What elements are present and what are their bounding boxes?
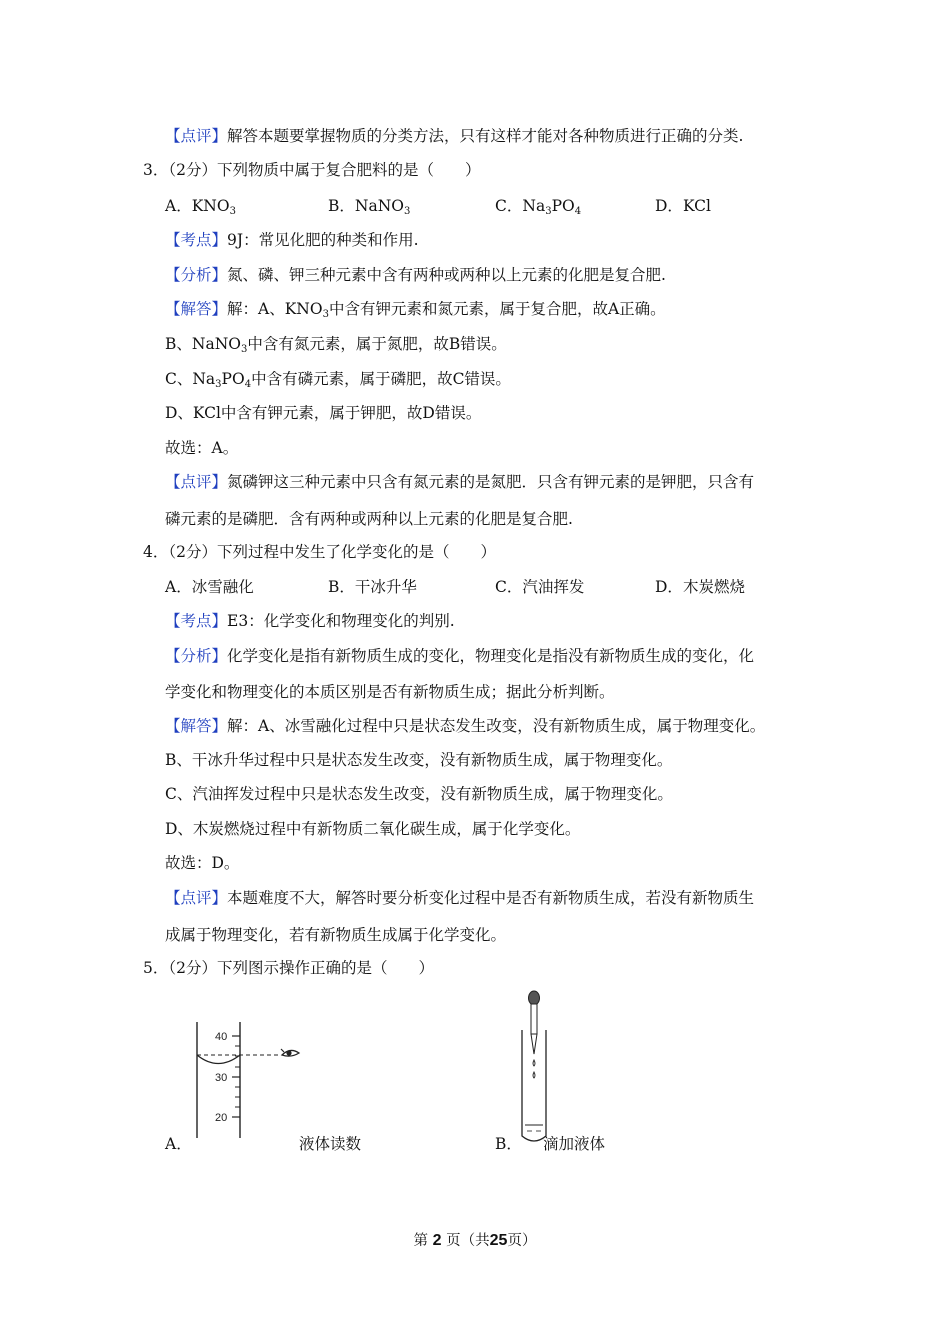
q3-option-a[interactable]: A．$KNO_3$ — [165, 197, 236, 217]
review-tag: 【点评】 — [165, 127, 228, 145]
dropper-tube — [531, 1004, 537, 1034]
q3-kaodian: 【考点】9J：常见化肥的种类和作用. — [165, 231, 419, 249]
q3-line-d: D、KCl中含有钾元素，属于钾肥，故D错误。 — [165, 404, 482, 422]
q5-option-a-label[interactable]: A． — [165, 1135, 192, 1153]
q5-option-b-caption: 滴加液体 — [543, 1135, 606, 1153]
tick-label-40: 40 — [215, 1031, 228, 1043]
q4-option-c[interactable]: C．汽油挥发 — [495, 578, 585, 596]
review-prev — [165, 126, 743, 146]
q4-line-c: C、汽油挥发过程中只是状态发生改变，没有新物质生成，属于物理变化。 — [165, 785, 673, 803]
q5-option-b-label[interactable]: B． — [495, 1135, 522, 1153]
q4-jieda: 【解答】解：A、冰雪融化过程中只是状态发生改变，没有新物质生成，属于物理变化。 — [165, 717, 766, 735]
q4-kaodian: 【考点】E3：化学变化和物理变化的判别. — [165, 612, 455, 630]
cylinder-reading-figure — [185, 1020, 310, 1140]
q4-stem: 4．（2分）下列过程中发生了化学变化的是（ ） — [143, 543, 496, 561]
q3-answer: 故选：A。 — [165, 439, 239, 457]
q4-answer: 故选：D。 — [165, 854, 240, 872]
q5-stem: 5．（2分）下列图示操作正确的是（ ） — [143, 959, 434, 977]
q4-option-b[interactable]: B．干冰升华 — [328, 578, 417, 596]
q5-option-a-caption: 液体读数 — [299, 1135, 362, 1153]
page-number: 2 — [432, 1232, 442, 1249]
dropper-bulb — [529, 991, 540, 1005]
q4-dianping: 【点评】本题难度不大，解答时要分析变化过程中是否有新物质生成，若没有新物质生 — [165, 889, 755, 907]
q3-dianping: 【点评】氮磷钾这三种元素中只含有氮元素的是氮肥．只含有钾元素的是钾肥，只含有 — [165, 473, 755, 491]
eye-icon — [281, 1049, 299, 1056]
q3-line-c: C、$Na_3PO_4$中含有磷元素，属于磷肥，故C错误。 — [165, 370, 511, 390]
q4-fenxi: 【分析】化学变化是指有新物质生成的变化，物理变化是指没有新物质生成的变化，化 — [165, 647, 755, 665]
meniscus — [197, 1055, 240, 1064]
q3-jieda: 【解答】解：A、$KNO_3$中含有钾元素和氮元素，属于复合肥，故A正确。 — [165, 300, 666, 320]
page-footer: 第 2 页（共25页） — [413, 1232, 537, 1249]
liquid-drop — [533, 1060, 535, 1066]
tick-label-30: 30 — [215, 1072, 228, 1084]
q4-dianping-cont: 成属于物理变化，若有新物质生成属于化学变化。 — [165, 926, 507, 944]
liquid-drop — [533, 1072, 535, 1078]
q3-fenxi: 【分析】氮、磷、钾三种元素中含有两种或两种以上元素的化肥是复合肥. — [165, 266, 666, 284]
q3-option-d[interactable]: D．KCl — [655, 197, 711, 215]
q4-option-a[interactable]: A．冰雪融化 — [165, 578, 254, 596]
q3-option-c[interactable]: C．$Na_3PO_4$ — [495, 197, 582, 217]
tick-label-20: 20 — [215, 1112, 228, 1124]
dropper-figure — [515, 988, 555, 1148]
q4-option-d[interactable]: D．木炭燃烧 — [655, 578, 745, 596]
q4-line-d: D、木炭燃烧过程中有新物质二氧化碳生成，属于化学变化。 — [165, 820, 581, 838]
q3-dianping-cont: 磷元素的是磷肥．含有两种或两种以上元素的化肥是复合肥. — [165, 510, 573, 528]
q3-stem: 3．（2分）下列物质中属于复合肥料的是（ ） — [143, 161, 481, 179]
q3-option-b[interactable]: B．NaNO$_3$ — [328, 197, 411, 217]
q3-line-b: B、NaNO$_3$中含有氮元素，属于氮肥，故B错误。 — [165, 335, 507, 355]
q4-line-b: B、干冰升华过程中只是状态发生改变，没有新物质生成，属于物理变化。 — [165, 751, 673, 769]
page-total: 25 — [489, 1232, 508, 1249]
q4-fenxi-cont: 学变化和物理变化的本质区别是否有新物质生成；据此分析判断。 — [165, 683, 615, 701]
review-text: 解答本题要掌握物质的分类方法，只有这样才能对各种物质进行正确的分类. — [227, 127, 744, 145]
